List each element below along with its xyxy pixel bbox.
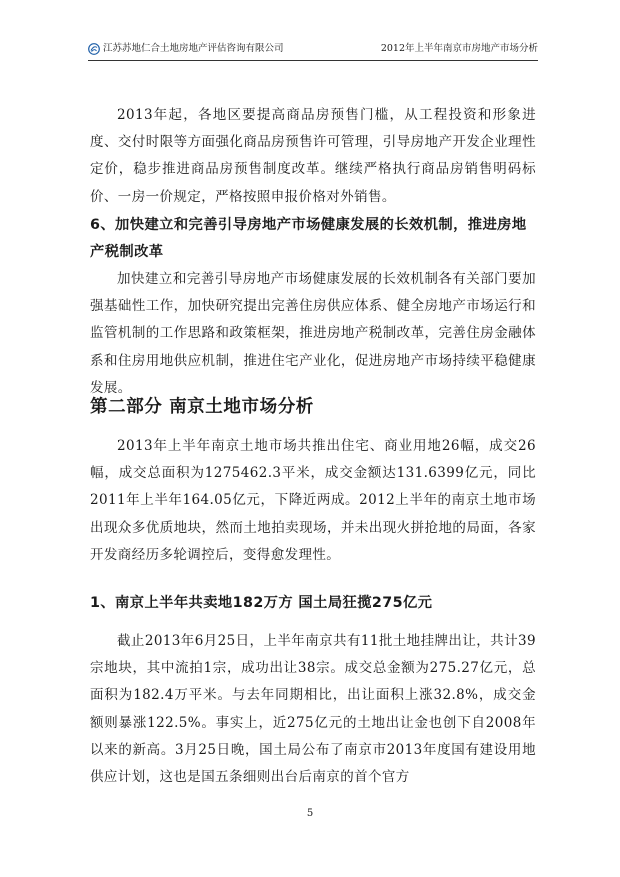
paragraph-land-sales-stats: 截止2013年6月25日，上半年南京共有11批土地挂牌出让，共计39宗地块，其中流拍1宗，成功出让38宗。成交总金额为275.27亿元，总面积为182.4万平米。与去年同期相比，出让面积上涨32.8%，成交金额则暴涨122.5%。事实上，近275亿元的土地出让金也创下自2008年以来的新高。3月25日晚，国土局公布了南京市2013年度国有建设用地供应计划，这也是国五条细则出台后南京的首个官方 xyxy=(90,633,536,786)
page-header xyxy=(88,40,538,61)
page-number: 5 xyxy=(306,808,314,819)
section-heading-6: 6、加快建立和完善引导房地产市场健康发展的长效机制，推进房地产税制改革 xyxy=(90,217,527,260)
part-two-heading: 第二部分 南京土地市场分析 xyxy=(90,397,314,417)
section-heading-1: 1、南京上半年共卖地182万方 国土局狂揽275亿元 xyxy=(90,595,433,611)
document-title: 2012年上半年南京市房地产市场分析 xyxy=(380,43,538,54)
paragraph-land-market-summary: 2013年上半年南京土地市场共推出住宅、商业用地26幅，成交26幅，成交总面积为1275462.3平米，成交金额达131.6399亿元，同比2011年上半年164.05亿元，下降近两成。2012上半年的南京土地市场出现众多优质地块，然而土地拍卖现场，并未出现火拼抢地的局面，各家开发商经历多轮调控后，变得愈发理性。 xyxy=(90,438,536,563)
paragraph-long-term-mechanism: 加快建立和完善引导房地产市场健康发展的长效机制各有关部门要加强基础性工作，加快研究提出完善住房供应体系、健全房地产市场运行和监管机制的工作思路和政策框架，推进房地产税制改革，完善住房金融体系和住房用地供应机制，推进住宅产业化，促进房地产市场持续平稳健康发展。 xyxy=(90,271,536,396)
company-logo-icon xyxy=(88,43,100,55)
company-name: 江苏苏地仁合土地房地产评估咨询有限公司 xyxy=(103,43,284,54)
paragraph-presale-reform: 2013年起，各地区要提高商品房预售门槛，从工程投资和形象进度、交付时限等方面强化商品房预售许可管理，引导房地产开发企业理性定价，稳步推进商品房预售制度改革。继续严格执行商品房销售明码标价、一房一价规定，严格按照申报价格对外销售。 xyxy=(90,107,536,205)
